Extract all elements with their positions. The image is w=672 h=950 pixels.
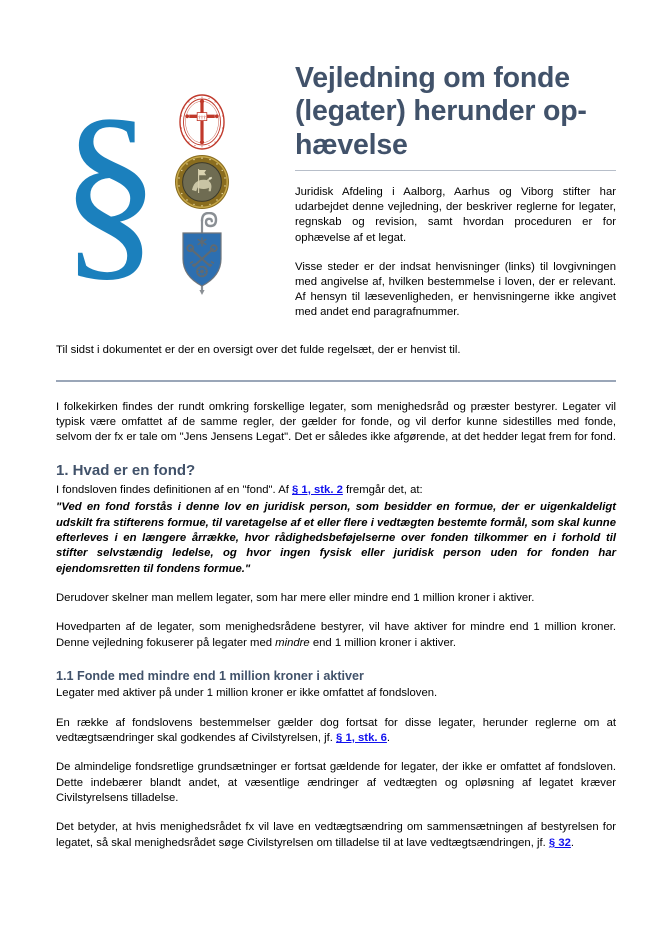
- p4-before-link: Det betyder, at hvis menighedsrådet fx vil lave en vedtægtsændring om sammensætningen af bestyrelsen for legatet, så skal menighedsrådet søge Civilstyrelsen om tilladelse til at lave vedtægtsændringen, jf.: [56, 821, 616, 849]
- p2-before-link: En række af fondslovens bestemmelser gælder dog fortsat for disse legater, herunder reglerne om at vedtægtsændringer skal godkendes af Civilstyrelsen, jf.: [56, 716, 616, 744]
- p4-after-link: .: [570, 836, 575, 849]
- seal-viborg-icon: [172, 212, 232, 298]
- lede-text: Til sidst i dokumentet er der en oversigt over det fulde regelsæt, der er henvist til.: [56, 343, 461, 356]
- intro-block: [295, 185, 616, 321]
- section-1-paragraph-focus: [56, 620, 616, 651]
- seal-stack: [172, 92, 232, 298]
- page-title: [295, 62, 616, 171]
- heading-section-1: 1. Hvad er en fond?: [56, 461, 196, 479]
- body-intro-paragraph: I folkekirken findes der rundt omkring forskellige legater, som menighedsråd og præster bestyrer. Legater vil typisk være omfattet af de samme regler, der gælder for fonde, og vil derfor kunne sidestilles med fonde, selvom der fx er tale om "Jens Jensens Legat". Det er således ikke afgørende, at det hedder legat frem for fond.: [56, 400, 616, 444]
- intro-paragraph-1: Juridisk Afdeling i Aalborg, Aarhus og Viborg stifter har udarbejdet denne vejledning, der beskriver reglerne for legater, regnskab og revision, samt hvordan proceduren er for ophævelse af et legat.: [295, 186, 616, 244]
- link-paragraf-1-stk-6[interactable]: § 1, stk. 6: [336, 731, 387, 744]
- section-1-1-paragraph-1: Legater med aktiver på under 1 million kroner er ikke omfattet af fondsloven.: [56, 687, 438, 700]
- page-title-line-1: Vejledning om fonde: [295, 62, 570, 94]
- paragraph-symbol-icon: §: [60, 78, 160, 299]
- section-1-1-paragraph-3: De almindelige fondsretlige grundsætninger er fortsat gældende for legater, der ikke er omfattet af fondsloven. Dette indebærer blandt andet, at væsentlige ændringer af vedtægten og opløsning af legatet kræver Civilstyrelsens tilladelse.: [56, 761, 616, 804]
- focus-after-emphasis: end 1 million kroner i aktiver.: [309, 636, 456, 649]
- seal-aalborg-icon: [176, 92, 228, 152]
- focus-emphasis: mindre: [275, 636, 310, 649]
- page-title-line-2: (legater) herunder op-: [295, 95, 587, 128]
- section-1-1-paragraph-4: [56, 820, 616, 851]
- document-body: [0, 343, 672, 851]
- heading-section-1-1: 1.1 Fonde med mindre end 1 million kroner i aktiver: [56, 669, 364, 684]
- section-1-lead-before: I fondsloven findes definitionen af en "fond". Af: [56, 483, 293, 496]
- intro-paragraph-2: Visse steder er der indsat henvisninger (links) til lovgivningen med angivelse af, hvilken bestemmelse i loven, der er relevant. Af hensyn til læsevenligheden, er henvisningerne ikke angivet med andet end paragrafnummer.: [295, 260, 616, 319]
- document-header: [0, 0, 672, 321]
- seal-aarhus-icon: [174, 154, 230, 210]
- link-paragraf-32[interactable]: § 32: [548, 836, 571, 849]
- link-paragraf-1-stk-2[interactable]: § 1, stk. 2: [292, 483, 343, 496]
- title-column: [287, 62, 616, 321]
- logo-area: [56, 62, 287, 298]
- focus-before-emphasis: Hovedparten af de legater, som menighedsrådene bestyrer, vil have aktiver for mindre end 1 million kroner. Denne vejledning fokuserer på legater med: [56, 621, 616, 649]
- section-1-1-paragraph-2: [56, 716, 616, 747]
- section-1-lead: [56, 483, 616, 498]
- section-divider: [56, 380, 616, 382]
- p2-after-link: .: [386, 731, 391, 744]
- section-1-paragraph-after-quote: Derudover skelner man mellem legater, som har mere eller mindre end 1 million kroner i aktiver.: [56, 591, 535, 604]
- svg-text:†††: †††: [197, 115, 207, 122]
- law-quote: "Ved en fond forstås i denne lov en juridisk person, som besidder en formue, der er uigenkaldeligt udskilt fra stifterens formue, til varetagelse af et eller flere i vedtægten bestemte formål, som skal kunne efterleves i en længere årrække, hvor rådighedsbeføjelserne over fonden tilkommer en i forhold til stifter selvstændig ledelse, og hvor ingen fysisk eller juridisk person uden for fonden har ejendomsretten til fondens formue.": [56, 501, 616, 575]
- page-title-line-3: hævelse: [295, 128, 408, 161]
- section-1-lead-after: fremgår det, at:: [342, 483, 423, 496]
